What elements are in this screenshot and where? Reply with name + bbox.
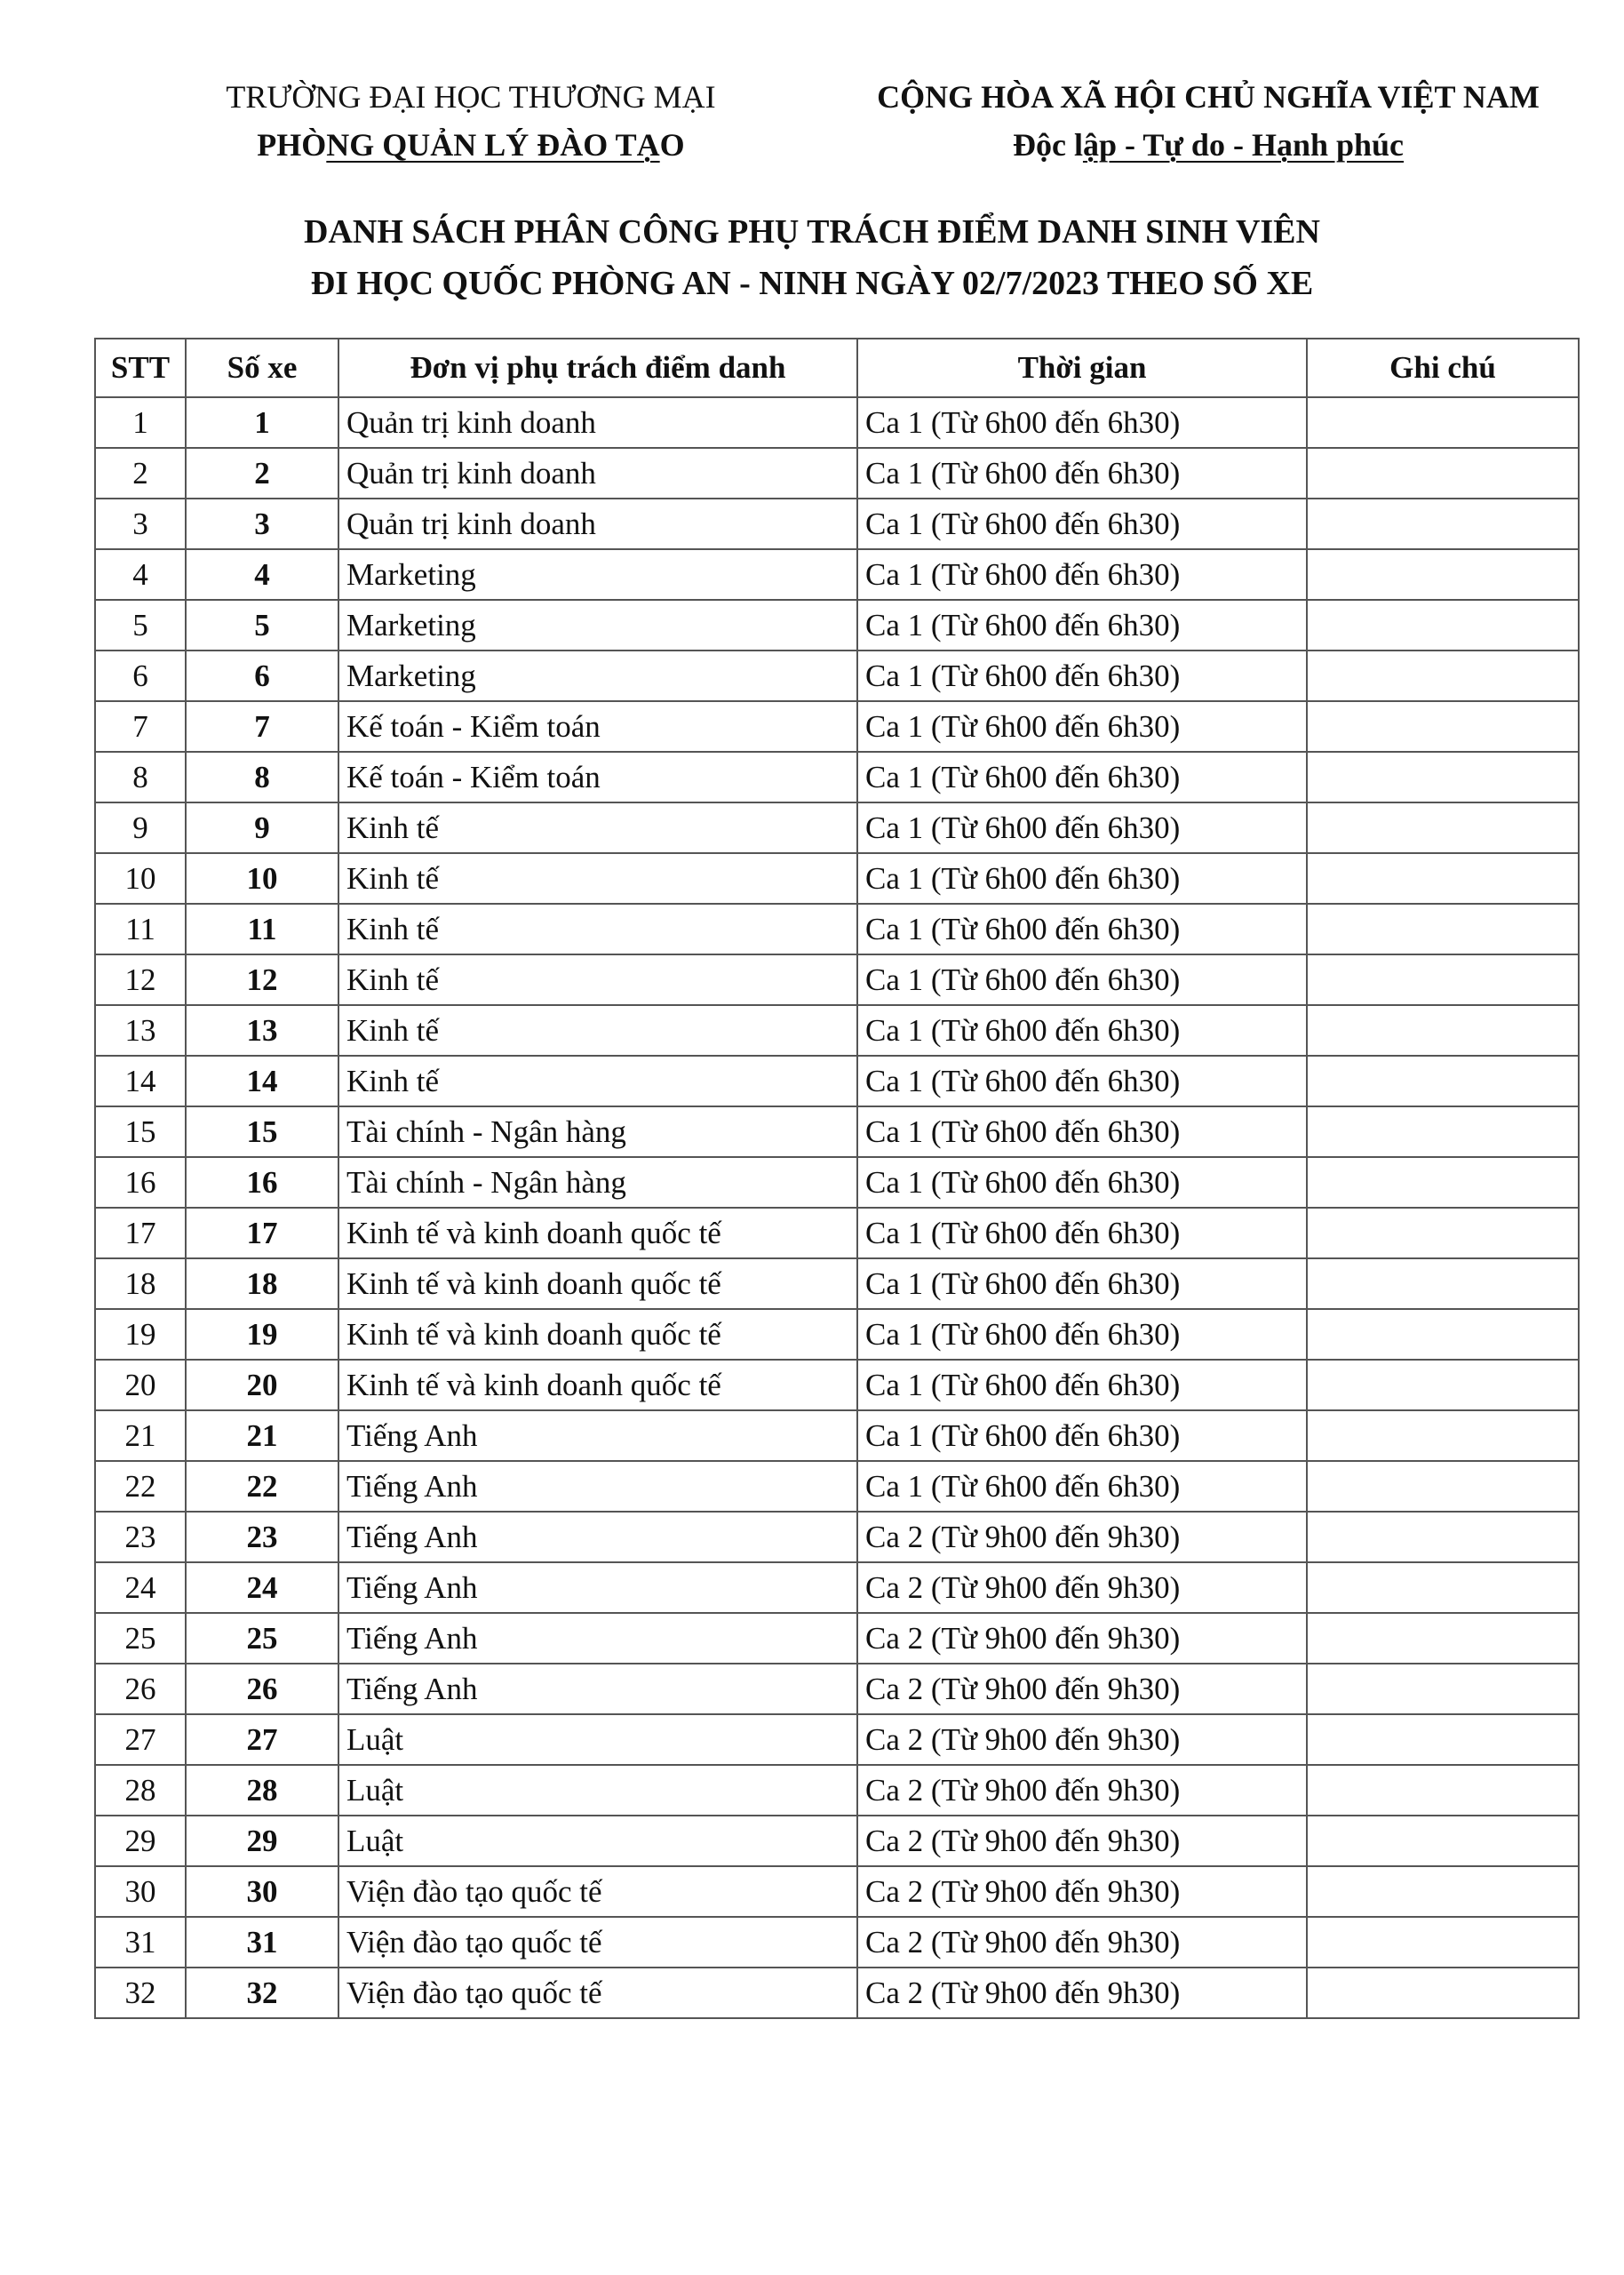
- row-unit: Kinh tế và kinh doanh quốc tế: [338, 1208, 857, 1258]
- row-stt: 21: [95, 1410, 186, 1461]
- row-stt: 2: [95, 448, 186, 499]
- table-row: [95, 1309, 1579, 1360]
- row-time: Ca 1 (Từ 6h00 đến 6h30): [857, 1208, 1307, 1258]
- row-note: [1307, 600, 1579, 651]
- table-row: [95, 1664, 1579, 1714]
- row-bus-number: 25: [186, 1613, 338, 1664]
- row-unit: Marketing: [338, 651, 857, 701]
- row-note: [1307, 1005, 1579, 1056]
- table-row: [95, 1258, 1579, 1309]
- row-bus-number: 27: [186, 1714, 338, 1765]
- document-title: [0, 206, 1624, 309]
- row-stt: 16: [95, 1157, 186, 1208]
- row-bus-number: 10: [186, 853, 338, 904]
- row-stt: 29: [95, 1816, 186, 1866]
- column-header-time: Thời gian: [857, 339, 1307, 397]
- row-unit: Tiếng Anh: [338, 1664, 857, 1714]
- table-row: [95, 499, 1579, 549]
- row-note: [1307, 499, 1579, 549]
- row-note: [1307, 1714, 1579, 1765]
- row-time: Ca 2 (Từ 9h00 đến 9h30): [857, 1613, 1307, 1664]
- national-motto: [835, 121, 1581, 169]
- row-note: [1307, 1258, 1579, 1309]
- table-row: [95, 1512, 1579, 1562]
- row-bus-number: 12: [186, 954, 338, 1005]
- row-unit: Kinh tế và kinh doanh quốc tế: [338, 1360, 857, 1410]
- row-bus-number: 2: [186, 448, 338, 499]
- row-bus-number: 11: [186, 904, 338, 954]
- table-row: [95, 1157, 1579, 1208]
- row-unit: Kinh tế: [338, 802, 857, 853]
- table-row: [95, 954, 1579, 1005]
- row-note: [1307, 1360, 1579, 1410]
- row-bus-number: 28: [186, 1765, 338, 1816]
- table-header-row: [95, 339, 1579, 397]
- row-note: [1307, 1816, 1579, 1866]
- national-title: CỘNG HÒA XÃ HỘI CHỦ NGHĨA VIỆT NAM: [877, 79, 1540, 115]
- table-body: [95, 397, 1579, 2018]
- row-stt: 19: [95, 1309, 186, 1360]
- row-bus-number: 26: [186, 1664, 338, 1714]
- row-unit: Kế toán - Kiểm toán: [338, 752, 857, 802]
- row-time: Ca 1 (Từ 6h00 đến 6h30): [857, 499, 1307, 549]
- table-row: [95, 1866, 1579, 1917]
- row-bus-number: 6: [186, 651, 338, 701]
- row-time: Ca 2 (Từ 9h00 đến 9h30): [857, 1816, 1307, 1866]
- row-bus-number: 14: [186, 1056, 338, 1106]
- row-bus-number: 22: [186, 1461, 338, 1512]
- row-unit: Tiếng Anh: [338, 1562, 857, 1613]
- row-bus-number: 31: [186, 1917, 338, 1968]
- row-time: Ca 1 (Từ 6h00 đến 6h30): [857, 600, 1307, 651]
- row-stt: 3: [95, 499, 186, 549]
- row-time: Ca 2 (Từ 9h00 đến 9h30): [857, 1917, 1307, 1968]
- row-note: [1307, 397, 1579, 448]
- row-bus-number: 32: [186, 1968, 338, 2018]
- row-bus-number: 1: [186, 397, 338, 448]
- row-unit: Tiếng Anh: [338, 1461, 857, 1512]
- row-bus-number: 15: [186, 1106, 338, 1157]
- row-stt: 32: [95, 1968, 186, 2018]
- table-row: [95, 1562, 1579, 1613]
- national-motto-part-b: ập - Tự do - Hạnh phúc: [1082, 127, 1405, 163]
- row-time: Ca 1 (Từ 6h00 đến 6h30): [857, 651, 1307, 701]
- row-unit: Luật: [338, 1816, 857, 1866]
- row-stt: 6: [95, 651, 186, 701]
- row-time: Ca 1 (Từ 6h00 đến 6h30): [857, 1461, 1307, 1512]
- table-row: [95, 651, 1579, 701]
- table-row: [95, 600, 1579, 651]
- row-note: [1307, 1917, 1579, 1968]
- table-row: [95, 397, 1579, 448]
- department-name-part-c: O: [659, 127, 685, 163]
- row-stt: 15: [95, 1106, 186, 1157]
- row-time: Ca 2 (Từ 9h00 đến 9h30): [857, 1562, 1307, 1613]
- university-name: TRƯỜNG ĐẠI HỌC THƯƠNG MẠI: [226, 79, 716, 115]
- row-stt: 5: [95, 600, 186, 651]
- row-unit: Tiếng Anh: [338, 1613, 857, 1664]
- row-stt: 17: [95, 1208, 186, 1258]
- row-time: Ca 1 (Từ 6h00 đến 6h30): [857, 701, 1307, 752]
- table-row: [95, 1056, 1579, 1106]
- row-bus-number: 18: [186, 1258, 338, 1309]
- row-unit: Viện đào tạo quốc tế: [338, 1866, 857, 1917]
- row-stt: 27: [95, 1714, 186, 1765]
- row-note: [1307, 651, 1579, 701]
- row-unit: Kinh tế: [338, 904, 857, 954]
- row-note: [1307, 1512, 1579, 1562]
- row-time: Ca 1 (Từ 6h00 đến 6h30): [857, 1056, 1307, 1106]
- row-unit: Tài chính - Ngân hàng: [338, 1157, 857, 1208]
- row-stt: 26: [95, 1664, 186, 1714]
- row-unit: Luật: [338, 1765, 857, 1816]
- row-bus-number: 5: [186, 600, 338, 651]
- row-time: Ca 1 (Từ 6h00 đến 6h30): [857, 1410, 1307, 1461]
- row-note: [1307, 448, 1579, 499]
- row-unit: Kế toán - Kiểm toán: [338, 701, 857, 752]
- row-time: Ca 2 (Từ 9h00 đến 9h30): [857, 1765, 1307, 1816]
- row-unit: Tài chính - Ngân hàng: [338, 1106, 857, 1157]
- row-bus-number: 21: [186, 1410, 338, 1461]
- row-time: Ca 1 (Từ 6h00 đến 6h30): [857, 1005, 1307, 1056]
- row-unit: Quản trị kinh doanh: [338, 499, 857, 549]
- row-note: [1307, 802, 1579, 853]
- row-stt: 10: [95, 853, 186, 904]
- table-row: [95, 448, 1579, 499]
- row-bus-number: 13: [186, 1005, 338, 1056]
- row-unit: Quản trị kinh doanh: [338, 397, 857, 448]
- assignment-table: [94, 338, 1580, 2019]
- row-unit: Kinh tế và kinh doanh quốc tế: [338, 1258, 857, 1309]
- row-stt: 30: [95, 1866, 186, 1917]
- institution-header: [160, 73, 782, 169]
- row-stt: 1: [95, 397, 186, 448]
- row-bus-number: 3: [186, 499, 338, 549]
- row-unit: Kinh tế: [338, 853, 857, 904]
- row-note: [1307, 1309, 1579, 1360]
- row-bus-number: 7: [186, 701, 338, 752]
- row-note: [1307, 1562, 1579, 1613]
- row-stt: 31: [95, 1917, 186, 1968]
- row-bus-number: 9: [186, 802, 338, 853]
- row-time: Ca 1 (Từ 6h00 đến 6h30): [857, 1360, 1307, 1410]
- row-note: [1307, 1664, 1579, 1714]
- row-unit: Marketing: [338, 549, 857, 600]
- row-time: Ca 1 (Từ 6h00 đến 6h30): [857, 802, 1307, 853]
- row-bus-number: 30: [186, 1866, 338, 1917]
- table-row: [95, 1613, 1579, 1664]
- row-note: [1307, 1106, 1579, 1157]
- table-row: [95, 1005, 1579, 1056]
- row-stt: 4: [95, 549, 186, 600]
- table-row: [95, 1968, 1579, 2018]
- row-note: [1307, 954, 1579, 1005]
- title-line-1: DANH SÁCH PHÂN CÔNG PHỤ TRÁCH ĐIỂM DANH SINH VIÊN: [304, 213, 1320, 251]
- row-time: Ca 1 (Từ 6h00 đến 6h30): [857, 954, 1307, 1005]
- row-bus-number: 4: [186, 549, 338, 600]
- row-note: [1307, 853, 1579, 904]
- column-header-bus-number: Số xe: [186, 339, 338, 397]
- row-note: [1307, 549, 1579, 600]
- table-row: [95, 1714, 1579, 1765]
- row-stt: 24: [95, 1562, 186, 1613]
- row-time: Ca 1 (Từ 6h00 đến 6h30): [857, 1106, 1307, 1157]
- table-row: [95, 853, 1579, 904]
- row-unit: Kinh tế và kinh doanh quốc tế: [338, 1309, 857, 1360]
- table-row: [95, 549, 1579, 600]
- row-unit: Kinh tế: [338, 1056, 857, 1106]
- row-note: [1307, 1461, 1579, 1512]
- row-time: Ca 1 (Từ 6h00 đến 6h30): [857, 1258, 1307, 1309]
- table-row: [95, 1106, 1579, 1157]
- row-bus-number: 20: [186, 1360, 338, 1410]
- table-row: [95, 904, 1579, 954]
- row-stt: 13: [95, 1005, 186, 1056]
- row-time: Ca 1 (Từ 6h00 đến 6h30): [857, 448, 1307, 499]
- row-stt: 11: [95, 904, 186, 954]
- row-bus-number: 24: [186, 1562, 338, 1613]
- row-time: Ca 2 (Từ 9h00 đến 9h30): [857, 1866, 1307, 1917]
- row-bus-number: 19: [186, 1309, 338, 1360]
- row-bus-number: 23: [186, 1512, 338, 1562]
- row-unit: Quản trị kinh doanh: [338, 448, 857, 499]
- table-row: [95, 701, 1579, 752]
- column-header-unit: Đơn vị phụ trách điểm danh: [338, 339, 857, 397]
- row-unit: Marketing: [338, 600, 857, 651]
- row-note: [1307, 1968, 1579, 2018]
- national-header: [835, 73, 1581, 169]
- row-note: [1307, 1157, 1579, 1208]
- row-stt: 28: [95, 1765, 186, 1816]
- row-bus-number: 8: [186, 752, 338, 802]
- row-stt: 8: [95, 752, 186, 802]
- column-header-stt: STT: [95, 339, 186, 397]
- row-note: [1307, 1208, 1579, 1258]
- row-stt: 25: [95, 1613, 186, 1664]
- row-bus-number: 16: [186, 1157, 338, 1208]
- table-row: [95, 1816, 1579, 1866]
- row-unit: Viện đào tạo quốc tế: [338, 1968, 857, 2018]
- row-time: Ca 1 (Từ 6h00 đến 6h30): [857, 549, 1307, 600]
- row-stt: 12: [95, 954, 186, 1005]
- row-unit: Tiếng Anh: [338, 1512, 857, 1562]
- row-note: [1307, 1410, 1579, 1461]
- row-stt: 22: [95, 1461, 186, 1512]
- row-time: Ca 1 (Từ 6h00 đến 6h30): [857, 752, 1307, 802]
- row-note: [1307, 1866, 1579, 1917]
- national-motto-part-a: Độc l: [1012, 127, 1083, 163]
- table-row: [95, 1360, 1579, 1410]
- department-name: [160, 121, 782, 169]
- row-unit: Luật: [338, 1714, 857, 1765]
- row-bus-number: 29: [186, 1816, 338, 1866]
- row-time: Ca 1 (Từ 6h00 đến 6h30): [857, 1309, 1307, 1360]
- table-row: [95, 1917, 1579, 1968]
- table-row: [95, 1765, 1579, 1816]
- row-time: Ca 1 (Từ 6h00 đến 6h30): [857, 397, 1307, 448]
- row-note: [1307, 1613, 1579, 1664]
- row-time: Ca 1 (Từ 6h00 đến 6h30): [857, 1157, 1307, 1208]
- row-note: [1307, 701, 1579, 752]
- row-stt: 14: [95, 1056, 186, 1106]
- row-unit: Viện đào tạo quốc tế: [338, 1917, 857, 1968]
- row-stt: 7: [95, 701, 186, 752]
- row-time: Ca 1 (Từ 6h00 đến 6h30): [857, 904, 1307, 954]
- row-unit: Kinh tế: [338, 954, 857, 1005]
- row-bus-number: 17: [186, 1208, 338, 1258]
- row-stt: 23: [95, 1512, 186, 1562]
- department-name-part-a: PHÒ: [257, 127, 327, 163]
- row-time: Ca 2 (Từ 9h00 đến 9h30): [857, 1512, 1307, 1562]
- row-time: Ca 1 (Từ 6h00 đến 6h30): [857, 853, 1307, 904]
- table-row: [95, 802, 1579, 853]
- row-time: Ca 2 (Từ 9h00 đến 9h30): [857, 1714, 1307, 1765]
- table-row: [95, 752, 1579, 802]
- row-time: Ca 2 (Từ 9h00 đến 9h30): [857, 1664, 1307, 1714]
- table-row: [95, 1410, 1579, 1461]
- column-header-note: Ghi chú: [1307, 339, 1579, 397]
- row-note: [1307, 752, 1579, 802]
- row-note: [1307, 904, 1579, 954]
- title-line-2: ĐI HỌC QUỐC PHÒNG AN - NINH NGÀY 02/7/2023 THEO SỐ XE: [310, 265, 1314, 302]
- row-time: Ca 2 (Từ 9h00 đến 9h30): [857, 1968, 1307, 2018]
- row-stt: 20: [95, 1360, 186, 1410]
- row-note: [1307, 1056, 1579, 1106]
- table-row: [95, 1208, 1579, 1258]
- row-unit: Kinh tế: [338, 1005, 857, 1056]
- table-row: [95, 1461, 1579, 1512]
- row-stt: 18: [95, 1258, 186, 1309]
- row-stt: 9: [95, 802, 186, 853]
- row-unit: Tiếng Anh: [338, 1410, 857, 1461]
- department-name-part-b: NG QUẢN LÝ ĐÀO TẠ: [326, 127, 660, 163]
- row-note: [1307, 1765, 1579, 1816]
